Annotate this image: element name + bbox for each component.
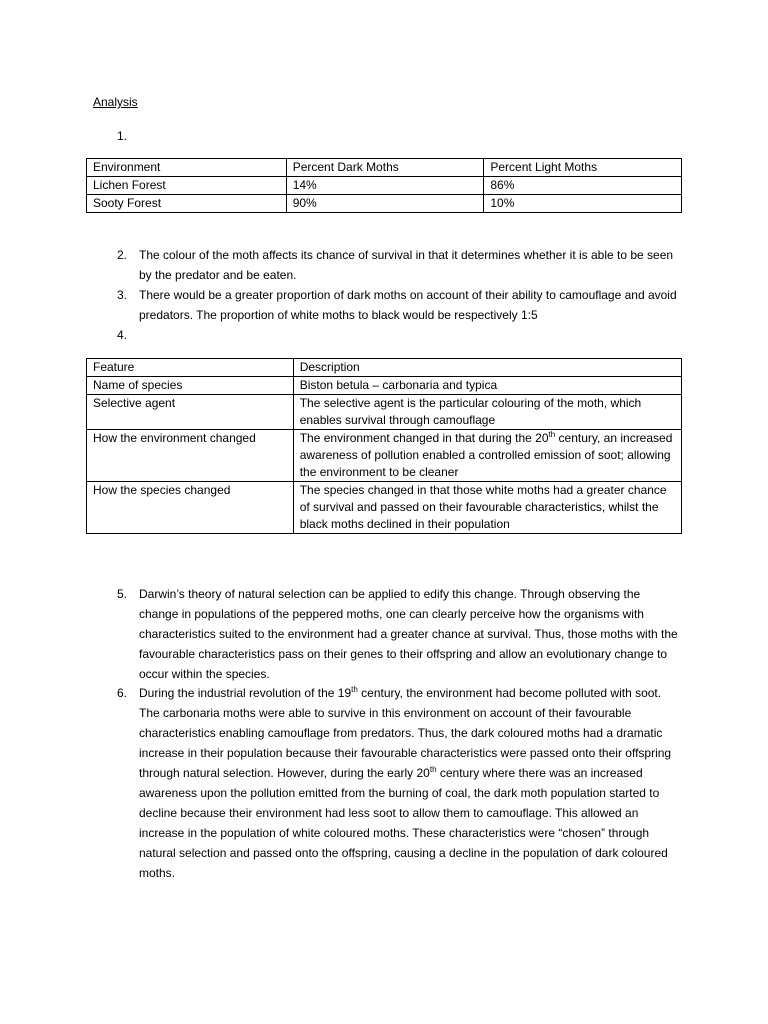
table-cell: Selective agent [87, 395, 294, 430]
table-cell: 10% [484, 195, 682, 213]
table-cell: 86% [484, 177, 682, 195]
item-6-text [139, 683, 679, 883]
item-6-number: 6. [117, 686, 128, 700]
item-3-number: 3. [117, 288, 128, 302]
text-run: During the industrial revolution of the 19 [139, 686, 352, 700]
table-header: Percent Light Moths [484, 159, 682, 177]
table-cell: Sooty Forest [87, 195, 287, 213]
text-run: century where there was an increased awareness upon the pollution emitted from the burning of coal, the dark moth population started to decline because their environment had less soot to allow them to camouflage. This allowed an increase in the population of white coloured moths. These characteristics were “chosen” through natural selection and passed onto the offspring, causing a decline in the population of dark coloured moths. [139, 766, 668, 880]
table-header: Description [293, 359, 681, 377]
item-1-number: 1. [117, 129, 128, 143]
table-row [87, 377, 682, 395]
text-run: century, the environment had become polluted with soot. The carbonaria moths were able to survive in this environment on account of their favourable characteristics enabling camouflage from predators. Thus, the dark coloured moths had a dramatic increase in their population because their favourable characteristics were passed onto their offspring through natural selection. However, during the early 20 [139, 686, 672, 780]
analysis-heading: Analysis [93, 95, 138, 109]
table-cell: 14% [286, 177, 484, 195]
table-row [87, 359, 682, 377]
table-row [87, 482, 682, 534]
table-row [87, 395, 682, 430]
table-header: Percent Dark Moths [286, 159, 484, 177]
table-row [87, 177, 682, 195]
table-row [87, 430, 682, 482]
table-cell [293, 430, 681, 482]
item-3-text: There would be a greater proportion of dark moths on account of their ability to camouflage and avoid predators. The proportion of white moths to black would be respectively 1:5 [139, 288, 677, 322]
table-cell: How the species changed [87, 482, 294, 534]
moth-percent-table [86, 158, 682, 213]
cell-text: century, an increased awareness of pollution enabled a controlled emission of soot; allowing the environment to be cleaner [299, 431, 673, 479]
table-header: Environment [87, 159, 287, 177]
table-row [87, 195, 682, 213]
table-cell: The species changed in that those white moths had a greater chance of survival and passed on their favourable characteristics, whilst the black moths declined in their population [293, 482, 681, 534]
superscript: th [429, 765, 437, 774]
table-cell: Lichen Forest [87, 177, 287, 195]
item-5-text: Darwin’s theory of natural selection can be applied to edify this change. Through observing the change in populations of the peppered moths, one can clearly perceive how the organisms with characteristics suited to the environment had a greater chance at survival. Thus, those moths with the favourable characteristics pass on their genes to their offspring and allow an evolutionary change to occur within the species. [139, 587, 678, 681]
table-cell: The selective agent is the particular colouring of the moth, which enables survival through camouflage [293, 395, 681, 430]
item-2-number: 2. [117, 248, 128, 262]
superscript: th [351, 685, 358, 694]
table-cell: Biston betula – carbonaria and typica [293, 377, 681, 395]
cell-text: The environment changed in that during the 20 [299, 431, 549, 445]
feature-description-table [86, 358, 682, 534]
item-2-text: The colour of the moth affects its chance of survival in that it determines whether it is able to be seen by the predator and be eaten. [139, 248, 674, 282]
item-5-number: 5. [117, 587, 128, 601]
superscript: th [548, 430, 556, 439]
table-header: Feature [87, 359, 294, 377]
table-cell: 90% [286, 195, 484, 213]
table-cell: Name of species [87, 377, 294, 395]
item-4-number: 4. [117, 328, 128, 342]
table-row [87, 159, 682, 177]
table-cell: How the environment changed [87, 430, 294, 482]
